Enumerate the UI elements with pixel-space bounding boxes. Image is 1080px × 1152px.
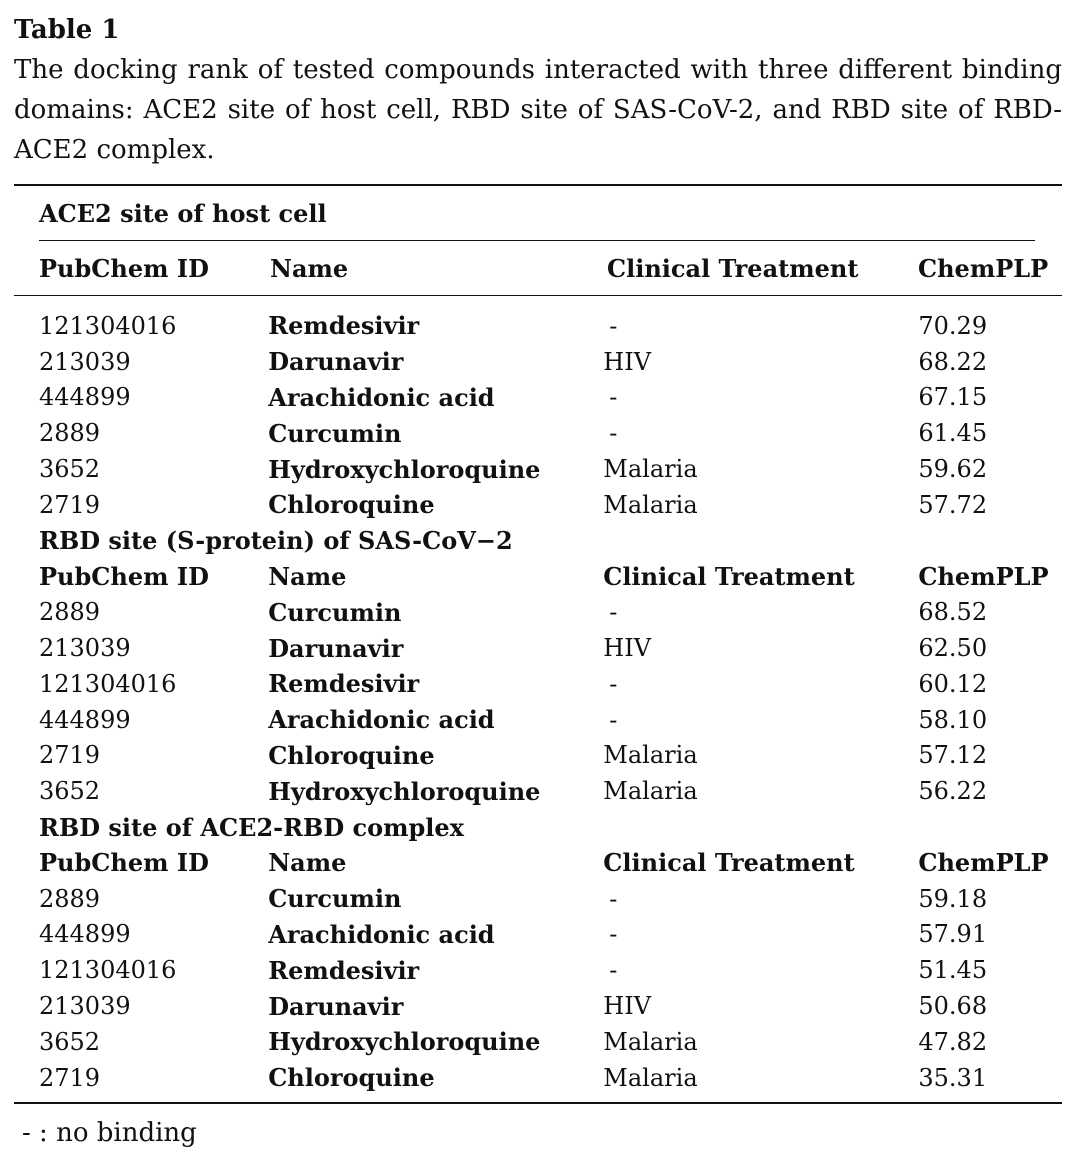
cell-chemplp: 60.12 bbox=[918, 669, 988, 698]
cell-clinical-treatment: Malaria bbox=[603, 1063, 698, 1092]
cell-chemplp: 62.50 bbox=[918, 634, 988, 663]
cell-clinical-treatment: - bbox=[609, 956, 618, 985]
table-row bbox=[14, 738, 1062, 774]
cell-pubchem-id: 2719 bbox=[39, 490, 101, 519]
cell-chemplp: 57.72 bbox=[918, 490, 988, 519]
table-label: Table 1 bbox=[14, 15, 120, 45]
cell-compound-name: Hydroxychloroquine bbox=[268, 776, 541, 806]
header-clinical-treatment: Clinical Treatment bbox=[607, 253, 859, 283]
cell-pubchem-id: 121304016 bbox=[39, 956, 177, 985]
cell-compound-name: Arachidonic acid bbox=[268, 705, 495, 735]
header-chemplp: ChemPLP bbox=[918, 561, 1049, 591]
cell-chemplp: 51.45 bbox=[918, 956, 988, 985]
cell-clinical-treatment: - bbox=[609, 669, 618, 698]
cell-chemplp: 70.29 bbox=[918, 311, 988, 340]
cell-chemplp: 35.31 bbox=[918, 1063, 988, 1092]
cell-clinical-treatment: - bbox=[609, 383, 618, 412]
cell-pubchem-id: 2889 bbox=[39, 419, 101, 448]
cell-clinical-treatment: - bbox=[609, 598, 618, 627]
cell-clinical-treatment: - bbox=[609, 920, 618, 949]
table-row bbox=[14, 487, 1062, 523]
cell-compound-name: Darunavir bbox=[268, 991, 404, 1021]
table-row bbox=[14, 630, 1062, 666]
table-row bbox=[14, 1024, 1062, 1060]
section-body bbox=[14, 523, 1062, 809]
table-row bbox=[14, 666, 1062, 702]
cell-chemplp: 61.45 bbox=[918, 419, 988, 448]
cell-pubchem-id: 444899 bbox=[39, 383, 131, 412]
table-row bbox=[14, 380, 1062, 416]
table-row bbox=[14, 952, 1062, 988]
cell-chemplp: 67.15 bbox=[918, 383, 988, 412]
table-row bbox=[14, 308, 1062, 344]
cell-clinical-treatment: Malaria bbox=[603, 490, 698, 519]
cell-pubchem-id: 121304016 bbox=[39, 669, 177, 698]
table-row bbox=[14, 988, 1062, 1024]
cell-pubchem-id: 213039 bbox=[39, 634, 131, 663]
cell-compound-name: Chloroquine bbox=[268, 1063, 435, 1093]
cell-compound-name: Arachidonic acid bbox=[268, 382, 495, 412]
cell-chemplp: 50.68 bbox=[918, 992, 988, 1021]
table-caption: The docking rank of tested compounds interacted with three different binding domains: ACE2 site of host cell, RBD site of SAS-CoV-2, and RBD site of RBD-ACE2 complex. bbox=[14, 55, 1062, 165]
cell-chemplp: 59.62 bbox=[918, 455, 988, 484]
cell-compound-name: Curcumin bbox=[268, 418, 402, 448]
cell-pubchem-id: 121304016 bbox=[39, 311, 177, 340]
table-header-row bbox=[14, 845, 1062, 881]
section-title-ace2: ACE2 site of host cell bbox=[39, 198, 327, 228]
section-body bbox=[14, 308, 1062, 523]
header-name: Name bbox=[268, 848, 347, 878]
cell-compound-name: Darunavir bbox=[268, 347, 404, 377]
cell-chemplp: 57.12 bbox=[918, 741, 988, 770]
header-pubchem-id: PubChem ID bbox=[39, 253, 209, 283]
cell-compound-name: Hydroxychloroquine bbox=[268, 1027, 541, 1057]
table-row bbox=[14, 702, 1062, 738]
cell-clinical-treatment: HIV bbox=[603, 992, 652, 1021]
table-header-row bbox=[14, 241, 1062, 295]
table-row bbox=[14, 1060, 1062, 1096]
table-row bbox=[14, 344, 1062, 380]
cell-pubchem-id: 444899 bbox=[39, 705, 131, 734]
cell-pubchem-id: 213039 bbox=[39, 347, 131, 376]
cell-chemplp: 56.22 bbox=[918, 777, 988, 806]
header-chemplp: ChemPLP bbox=[918, 848, 1049, 878]
header-pubchem-id: PubChem ID bbox=[39, 848, 209, 878]
cell-pubchem-id: 3652 bbox=[39, 455, 101, 484]
cell-compound-name: Hydroxychloroquine bbox=[268, 454, 541, 484]
cell-compound-name: Remdesivir bbox=[268, 955, 420, 985]
section-body bbox=[14, 809, 1062, 1095]
table-row bbox=[14, 594, 1062, 630]
table-header-row bbox=[14, 559, 1062, 595]
cell-clinical-treatment: Malaria bbox=[603, 741, 698, 770]
table-row bbox=[14, 881, 1062, 917]
cell-clinical-treatment: - bbox=[609, 419, 618, 448]
cell-clinical-treatment: Malaria bbox=[603, 1027, 698, 1056]
cell-clinical-treatment: Malaria bbox=[603, 777, 698, 806]
cell-pubchem-id: 2889 bbox=[39, 884, 101, 913]
bottom-rule bbox=[14, 1102, 1062, 1104]
cell-pubchem-id: 2719 bbox=[39, 741, 101, 770]
cell-clinical-treatment: HIV bbox=[603, 347, 652, 376]
cell-clinical-treatment: Malaria bbox=[603, 455, 698, 484]
section-title: RBD site (S-protein) of SAS-CoV−2 bbox=[39, 526, 513, 556]
header-name: Name bbox=[268, 561, 347, 591]
table-row bbox=[14, 917, 1062, 953]
cell-pubchem-id: 2889 bbox=[39, 598, 101, 627]
table-row bbox=[14, 773, 1062, 809]
cell-pubchem-id: 2719 bbox=[39, 1063, 101, 1092]
cell-clinical-treatment: - bbox=[609, 705, 618, 734]
cell-clinical-treatment: - bbox=[609, 311, 618, 340]
cell-compound-name: Chloroquine bbox=[268, 490, 435, 520]
cell-pubchem-id: 3652 bbox=[39, 777, 101, 806]
table-figure bbox=[14, 0, 1062, 1148]
cell-clinical-treatment: - bbox=[609, 884, 618, 913]
cell-compound-name: Darunavir bbox=[268, 633, 404, 663]
cell-clinical-treatment: HIV bbox=[603, 634, 652, 663]
cell-chemplp: 68.22 bbox=[918, 347, 988, 376]
cell-chemplp: 47.82 bbox=[918, 1027, 988, 1056]
cell-compound-name: Curcumin bbox=[268, 884, 402, 914]
cell-pubchem-id: 444899 bbox=[39, 920, 131, 949]
section-title-row bbox=[14, 523, 1062, 559]
table-row bbox=[14, 451, 1062, 487]
cell-chemplp: 57.91 bbox=[918, 920, 988, 949]
table-header-first bbox=[14, 241, 1062, 295]
section-title: RBD site of ACE2-RBD complex bbox=[39, 812, 464, 842]
header-name: Name bbox=[270, 253, 349, 283]
header-rule bbox=[14, 295, 1062, 296]
header-pubchem-id: PubChem ID bbox=[39, 561, 209, 591]
cell-chemplp: 68.52 bbox=[918, 598, 988, 627]
cell-compound-name: Remdesivir bbox=[268, 311, 420, 341]
table-row bbox=[14, 415, 1062, 451]
table-footnote: - : no binding bbox=[22, 1117, 197, 1148]
cell-pubchem-id: 213039 bbox=[39, 992, 131, 1021]
header-clinical-treatment: Clinical Treatment bbox=[603, 848, 855, 878]
cell-chemplp: 58.10 bbox=[918, 705, 988, 734]
cell-compound-name: Chloroquine bbox=[268, 740, 435, 770]
header-chemplp: ChemPLP bbox=[918, 253, 1049, 283]
cell-compound-name: Curcumin bbox=[268, 597, 402, 627]
cell-compound-name: Remdesivir bbox=[268, 669, 420, 699]
cell-chemplp: 59.18 bbox=[918, 884, 988, 913]
cell-pubchem-id: 3652 bbox=[39, 1027, 101, 1056]
results-table bbox=[14, 308, 1062, 1096]
cell-compound-name: Arachidonic acid bbox=[268, 919, 495, 949]
header-clinical-treatment: Clinical Treatment bbox=[603, 561, 855, 591]
section-title-row bbox=[14, 809, 1062, 845]
